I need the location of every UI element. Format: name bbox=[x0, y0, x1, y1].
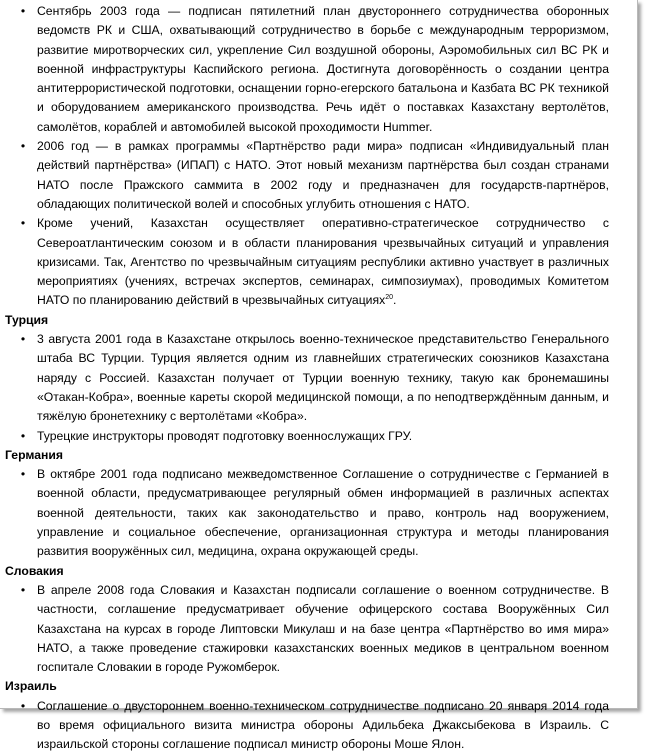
bullet-icon: • bbox=[20, 698, 26, 713]
document-section bbox=[5, 446, 609, 562]
bullet-icon: • bbox=[20, 582, 26, 597]
bullet-icon: • bbox=[20, 332, 26, 347]
bullet-icon: • bbox=[20, 428, 26, 443]
list-item-text: Сентябрь 2003 года — подписан пятилетний план двустороннего сотрудничества оборонных ведомств РК и США, охватывающий сотрудничество в борьбе с международным терроризмом, развитие миротворческих сил, укрепление Сил воздушной обороны, Аэромобильных сил ВС РК и военной инфраструктуры Каспийского региона. Достигнута договорённость о создании центра антитеррористической подготовки, оснащении горно-егерского батальона и Казбата ВС РК техникой и оборудованием американского производства. Речь идёт о поставках Казахстану вертолётов, самолётов, кораблей и автомобилей высокой проходимости Hummer. bbox=[37, 4, 609, 134]
list-item bbox=[5, 581, 609, 677]
bullet-icon: • bbox=[20, 467, 26, 482]
list-item bbox=[5, 214, 609, 310]
list-item-text: Кроме учений, Казахстан осуществляет оперативно-стратегическое сотрудничество с Североатлантическим союзом и в области планирования чрезвычайных ситуаций и управления кризисами. Так, Агентство по чрезвычайным ситуациям республики активно участвует в различных мероприятиях (учениях, встречах экспертов, семинарах, симпозиумах), проводимых Комитетом НАТО по планированию действий в чрезвычайных ситуациях bbox=[37, 216, 609, 308]
document-content bbox=[5, 2, 609, 755]
list-item bbox=[5, 137, 609, 214]
list-item-text: В апреле 2008 года Словакия и Казахстан подписали соглашение о военном сотрудничестве. В частности, соглашение предусматривает обучение офицерского состава Вооружённых Сил Казахстана на курсах в городе Липтовски Микулаш и на базе центра «Партнёрство во имя мира» НАТО, а также проведение стажировки казахстанских военных медиков в центральном военном госпитале Словакии в городе Ружомберок. bbox=[37, 582, 609, 675]
list-item bbox=[5, 427, 609, 446]
bullet-icon: • bbox=[20, 216, 26, 231]
list-item-text-tail: . bbox=[392, 293, 397, 308]
list-item-text: 3 августа 2001 года в Казахстане открылось военно-техническое представительство Генерального штаба ВС Турции. Турция является одним из главнейших стратегических союзников Казахстана наряду с Россией. Казахстан получает от Турции военную технику, такую как бронемашины «Отакан-Кобра», военные кареты скорой медицинской помощи, а по неподтверждённым данным, и тяжёлую бронетехнику с вертолётами «Кобра». bbox=[37, 332, 609, 424]
bullet-icon: • bbox=[20, 4, 26, 18]
bullet-icon: • bbox=[20, 139, 26, 154]
list-item bbox=[5, 330, 609, 426]
document-section bbox=[5, 311, 609, 446]
section-heading: Турция bbox=[5, 312, 49, 327]
document-section bbox=[5, 2, 609, 311]
bullet-list bbox=[5, 697, 609, 755]
bullet-list bbox=[5, 330, 609, 446]
list-item-text: В октябре 2001 года подписано межведомственное Соглашение о сотрудничестве с Германией в военной области, предусматривающее регулярный обмен информацией в различных аспектах военной деятельности, таких как законодательство и право, контроль над вооружением, управление и социальное обеспечение, организационная структура и методы планирования развития вооружённых сил, медицина, охрана окружающей среды. bbox=[37, 467, 609, 559]
bullet-list bbox=[5, 465, 609, 561]
list-item bbox=[5, 465, 609, 561]
section-heading: Израиль bbox=[5, 679, 57, 694]
list-item bbox=[5, 697, 609, 755]
section-heading: Германия bbox=[5, 447, 63, 462]
list-item bbox=[5, 2, 609, 137]
list-item-text: 2006 год — в рамках программы «Партнёрство ради мира» подписан «Индивидуальный план действий партнёрства» (ИПАП) с НАТО. Этот новый механизм партнёрства был создан странами НАТО после Пражского саммита в 2002 году и предназначен для государств-партнёров, обладающих политической волей и способных углубить отношения с НАТО. bbox=[37, 139, 609, 211]
document-section bbox=[5, 562, 609, 678]
section-heading: Словакия bbox=[5, 563, 64, 578]
bullet-list bbox=[5, 581, 609, 677]
list-item-text: Соглашение о двустороннем военно-техническом сотрудничестве подписано 20 января 2014 года во время официального визита министра обороны Адильбека Джаксыбекова в Израиль. С израильской стороны соглашение подписал министр обороны Моше Ялон. bbox=[37, 698, 609, 752]
bullet-list bbox=[5, 2, 609, 311]
footnote-reference[interactable]: 20 bbox=[385, 294, 393, 302]
list-item-text: Турецкие инструкторы проводят подготовку военнослужащих ГРУ. bbox=[37, 428, 413, 443]
